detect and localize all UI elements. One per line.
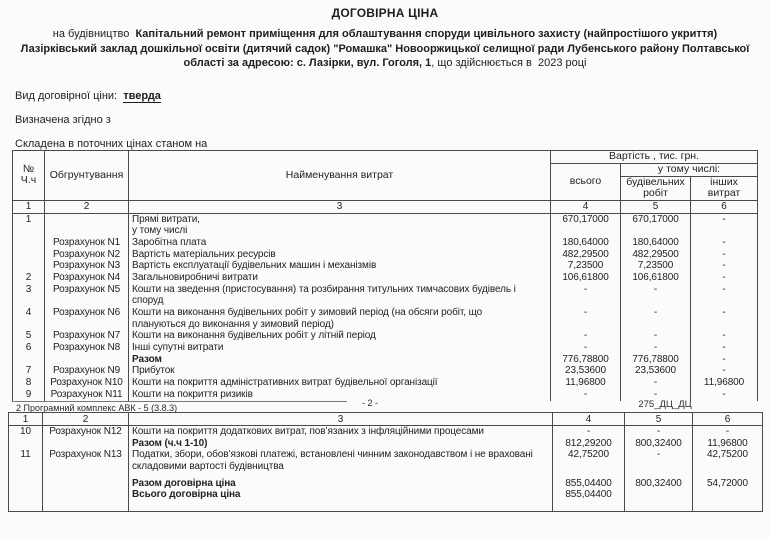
row-value-other: - — [722, 307, 726, 318]
row-basis: Розрахунок N13 — [49, 449, 122, 461]
row-value-other: - — [722, 330, 726, 342]
row-number — [13, 237, 44, 249]
construction-description — [20, 27, 753, 71]
col-header-expense-name: Найменування витрат — [129, 151, 551, 201]
row-number: 1 — [25, 213, 32, 225]
row-name: Разом (ч.ч 1-10) — [132, 437, 208, 449]
intro-object-name: Капітальний ремонт приміщення для облаштування споруди цивільного захисту (найпростішого укриття) Лазірківський заклад дошкільної освіти (дитячий садок) "Ромашка" Новооржицької селищної ради Лубенського району Полтавської області за адресою: с. Лазірки, вул. Гоголя, 1 — [20, 28, 753, 69]
expense-name-column — [129, 426, 553, 512]
row-value-total: - — [583, 283, 588, 295]
row-value-total: 11,96800 — [565, 377, 606, 389]
row-value-total: 776,78800 — [562, 353, 609, 365]
row-value-construction — [625, 489, 692, 501]
row-value-other: 11,96800 — [703, 377, 745, 389]
row-value-construction — [621, 319, 690, 331]
row-number — [13, 225, 44, 237]
row-value-other: 11,96800 — [707, 437, 748, 449]
row-value-total: 855,04400 — [565, 489, 612, 501]
row-value-other — [693, 461, 762, 473]
row-name: Кошти на зведення (пристосування) та розбирання титульних тимчасових будівель і — [132, 283, 516, 295]
table-body-row — [9, 426, 763, 512]
col-header-construction-works — [621, 176, 691, 200]
row-name: Податки, збори, обов’язкові платежі, встановлені чинним законодавством і не враховані — [132, 449, 533, 461]
row-name: Разом — [132, 353, 162, 365]
row-value-other: - — [722, 365, 726, 377]
row-value-other: 42,75200 — [707, 449, 748, 461]
col-header-other-line1: інших — [710, 175, 738, 188]
total-column — [551, 213, 621, 401]
column-index-2: 2 — [43, 413, 129, 426]
row-value-total — [551, 295, 620, 307]
row-value-construction: 800,32400 — [635, 437, 682, 449]
row-value-other — [691, 225, 757, 237]
row-basis — [43, 438, 128, 450]
column-index-1: 1 — [9, 413, 43, 426]
number-column — [13, 213, 45, 401]
row-value-total — [551, 225, 620, 237]
row-value-other: - — [722, 388, 726, 400]
total-column — [553, 426, 625, 512]
row-basis: Розрахунок N2 — [52, 248, 121, 260]
row-value-total — [553, 461, 624, 473]
cost-table-page1 — [12, 150, 758, 401]
price-type-label: Вид договірної ціни: — [15, 90, 118, 102]
number-column — [9, 426, 43, 512]
row-value-total: 23,53600 — [565, 365, 606, 377]
row-name: складовими вартості будівництва — [132, 461, 284, 473]
row-basis — [43, 478, 128, 490]
row-value-other: - — [722, 213, 726, 225]
row-basis: Розрахунок N12 — [49, 426, 122, 437]
row-name: Вартість експлуатації будівельних машин і механізмів — [132, 260, 377, 272]
row-value-construction: 106,61800 — [632, 271, 679, 283]
row-basis — [43, 461, 128, 473]
row-basis: Розрахунок N6 — [52, 307, 121, 318]
row-value-construction: - — [653, 388, 658, 400]
column-index-3: 3 — [129, 200, 551, 213]
row-value-other: - — [722, 248, 726, 260]
row-value-total: - — [583, 330, 588, 342]
row-value-total: 855,04400 — [565, 477, 612, 489]
row-number — [9, 478, 42, 490]
column-index-4: 4 — [551, 200, 621, 213]
page-number: - 2 - — [361, 398, 378, 408]
row-value-other: - — [722, 283, 726, 295]
col-header-construction-line2: робіт — [643, 187, 668, 199]
row-number — [13, 354, 44, 366]
col-header-basis: Обгрунтування — [45, 151, 129, 201]
software-footnote: 2 Програмний комплекс АВК - 5 (3.8.3) — [16, 403, 178, 413]
row-name: Прямі витрати, — [132, 213, 200, 225]
row-number — [9, 489, 42, 501]
row-value-other: - — [722, 271, 726, 283]
row-number — [9, 438, 42, 450]
row-basis — [45, 225, 128, 237]
row-number — [13, 249, 44, 261]
row-name: споруд — [132, 295, 164, 307]
row-name: Кошти на покриття додаткових витрат, пов’язаних з інфляційними процесами — [132, 426, 484, 437]
row-value-construction: - — [653, 377, 658, 389]
row-value-construction: 7,23500 — [637, 260, 674, 272]
row-value-total: 812,29200 — [565, 437, 612, 449]
col-header-no-line2: Ч.ч — [20, 174, 37, 187]
row-value-total: - — [583, 307, 588, 318]
row-value-construction — [621, 295, 690, 307]
intro-suffix: , що здійснюється в 2023 році — [431, 57, 587, 69]
col-header-including: у тому числі: — [621, 164, 758, 177]
row-value-construction: - — [656, 449, 661, 461]
row-value-other: - — [722, 236, 726, 248]
row-value-construction: 670,17000 — [632, 213, 679, 225]
row-value-construction: 180,64000 — [632, 236, 679, 248]
row-name: Прибуток — [132, 365, 175, 377]
row-value-construction — [625, 461, 692, 473]
row-name: Всього договірна ціна — [132, 489, 241, 501]
row-basis — [45, 319, 128, 331]
row-value-other: - — [722, 260, 726, 272]
row-name: Разом договірна ціна — [132, 477, 236, 489]
row-basis: Розрахунок N5 — [52, 283, 121, 295]
row-value-construction: 776,78800 — [632, 353, 679, 365]
column-index-1: 1 — [13, 200, 45, 213]
row-value-construction: - — [653, 307, 658, 318]
row-number: 5 — [25, 330, 32, 342]
row-value-total: 7,23500 — [567, 260, 604, 272]
row-value-construction: 800,32400 — [635, 477, 682, 489]
row-number: 2 — [25, 271, 32, 283]
row-basis: Розрахунок N9 — [52, 365, 121, 377]
row-value-total: - — [583, 342, 588, 354]
row-value-construction — [621, 225, 690, 237]
row-value-other: - — [725, 426, 730, 437]
row-basis — [43, 489, 128, 501]
row-basis: Розрахунок N11 — [50, 388, 123, 400]
col-header-total: всього — [551, 164, 621, 201]
column-index-2: 2 — [45, 200, 129, 213]
column-index-6: 6 — [693, 413, 763, 426]
row-basis — [45, 354, 128, 366]
document-title: ДОГОВІРНА ЦІНА — [331, 6, 439, 20]
row-basis: Розрахунок N10 — [50, 377, 123, 389]
row-basis: Розрахунок N4 — [52, 271, 121, 283]
row-basis — [45, 214, 128, 226]
col-header-construction-line1: будівельних — [626, 175, 685, 188]
document-code: 275_ДЦ_ДЦ — [638, 399, 692, 410]
row-number: 4 — [25, 307, 32, 318]
row-value-construction: - — [653, 283, 658, 295]
col-header-other-line2: витрат — [707, 187, 741, 199]
row-number: 9 — [25, 388, 32, 400]
basis-column — [43, 426, 129, 512]
col-header-no-line1: № — [22, 162, 35, 175]
construction-column — [621, 213, 691, 401]
row-number: 7 — [25, 365, 32, 377]
table-body-row — [13, 213, 758, 401]
column-index-row — [13, 200, 758, 213]
row-number — [13, 319, 44, 331]
row-value-other — [691, 295, 757, 307]
intro-prefix: на будівництво — [52, 28, 136, 40]
price-type-line — [15, 90, 161, 102]
row-value-other: - — [722, 342, 726, 354]
row-number — [9, 461, 42, 473]
construction-column — [625, 426, 693, 512]
footnote-divider — [12, 401, 347, 402]
row-value-total: 42,75200 — [568, 449, 609, 461]
row-basis: Розрахунок N8 — [52, 342, 121, 354]
col-header-other-expenses — [691, 176, 758, 200]
row-number: 6 — [25, 342, 32, 354]
row-value-construction: 482,29500 — [632, 248, 679, 260]
row-name: Кошти на покриття ризиків — [132, 388, 253, 400]
basis-column — [45, 213, 129, 401]
cost-table-page2 — [8, 412, 763, 512]
column-index-5: 5 — [625, 413, 693, 426]
row-name: Кошти на виконання будівельних робіт у літній період — [132, 330, 376, 342]
column-index-4: 4 — [553, 413, 625, 426]
row-value-total: 482,29500 — [562, 248, 609, 260]
row-name: Інші супутні витрати — [132, 342, 224, 354]
column-index-3: 3 — [129, 413, 553, 426]
row-number — [13, 260, 44, 272]
row-name: Загальновиробничі витрати — [132, 271, 258, 283]
row-value-total: 670,17000 — [562, 213, 609, 225]
compiled-line: Складена в поточних цінах станом на — [15, 138, 208, 150]
row-number: 3 — [25, 283, 32, 295]
row-value-construction: - — [656, 426, 661, 437]
row-name: Заробітна плата — [132, 236, 207, 248]
row-value-construction: - — [653, 342, 658, 354]
row-basis: Розрахунок N1 — [52, 236, 121, 248]
expense-name-column — [129, 213, 551, 401]
column-index-6: 6 — [691, 200, 758, 213]
col-header-cost-group: Вартість , тис. грн. — [551, 151, 758, 164]
row-number — [13, 295, 44, 307]
row-name: Кошти на виконання будівельних робіт у зимовий період (на обсяги робіт, що — [132, 307, 483, 318]
row-value-other — [691, 319, 757, 331]
row-value-other: 54,72000 — [707, 477, 748, 489]
row-value-construction: 23,53600 — [635, 365, 676, 377]
col-header-row-number — [13, 151, 45, 201]
row-basis — [45, 295, 128, 307]
row-value-other: - — [722, 353, 726, 365]
row-name: Кошти на покриття адміністративних витрат будівельної організації — [132, 377, 438, 389]
row-name: плануються до виконання у зимовий період) — [132, 318, 334, 330]
determined-line: Визначена згідно з — [15, 114, 111, 126]
row-basis: Розрахунок N3 — [52, 260, 121, 272]
row-name: Вартість матеріальних ресурсів — [132, 248, 276, 260]
row-number: 10 — [20, 426, 31, 437]
column-index-row — [9, 413, 763, 426]
row-value-total: - — [586, 426, 591, 437]
row-value-other — [693, 489, 762, 501]
row-name: у тому числі — [132, 225, 188, 237]
row-value-total: - — [583, 388, 588, 400]
row-value-total: 106,61800 — [562, 271, 609, 283]
row-value-total: 180,64000 — [562, 236, 609, 248]
other-column — [691, 213, 758, 401]
price-type-value: тверда — [123, 90, 161, 102]
row-value-total — [551, 319, 620, 331]
row-number: 11 — [20, 449, 31, 461]
column-index-5: 5 — [621, 200, 691, 213]
row-value-construction: - — [653, 330, 658, 342]
row-number: 8 — [25, 377, 32, 389]
other-column — [693, 426, 763, 512]
row-basis: Розрахунок N7 — [52, 330, 121, 342]
